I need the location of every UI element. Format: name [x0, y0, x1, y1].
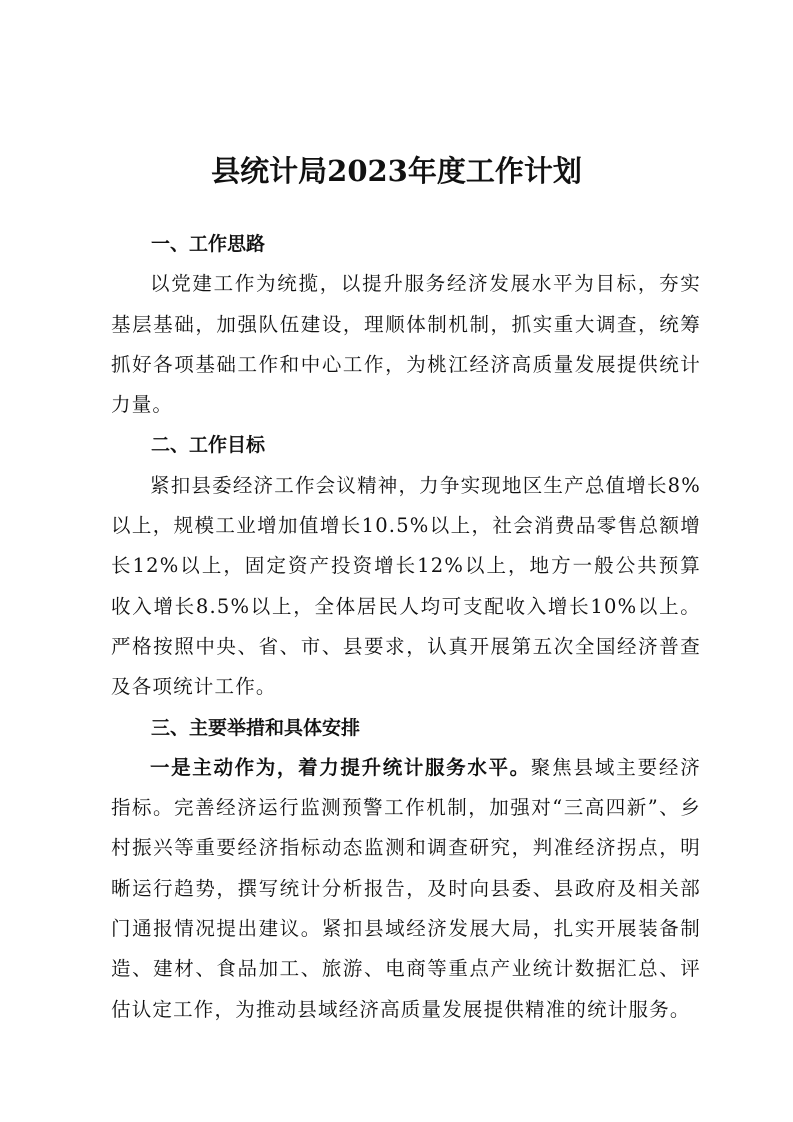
section-heading-work-goals: 二、工作目标	[151, 434, 266, 457]
section-paragraph-work-approach: 以党建工作为统揽，以提升服务经济发展水平为目标，夯实基层基础，加强队伍建设，理顺体制机制，抓实重大调查，统筹抓好各项基础工作和中心工作，为桃江经济高质量发展提供统计力量。	[111, 272, 701, 417]
document-title: 县统计局2023年度工作计划	[211, 154, 582, 189]
section-paragraph-main-measures	[111, 748, 701, 1030]
document-body	[111, 224, 701, 1030]
section-paragraph-work-goals: 紧扣县委经济工作会议精神，力争实现地区生产总值增长8%以上，规模工业增加值增长10.5%以上，社会消费品零售总额增长12%以上，固定资产投资增长12%以上，地方一般公共预算收入增长8.5%以上，全体居民人均可支配收入增长10%以上。严格按照中央、省、市、县要求，认真开展第五次全国经济普查及各项统计工作。	[111, 473, 701, 699]
section-heading-main-measures: 三、主要举措和具体安排	[151, 716, 361, 739]
measure-body-text: 聚焦县域主要经济指标。完善经济运行监测预警工作机制，加强对“三高四新”、乡村振兴等重要经济指标动态监测和调查研究，判准经济拐点，明晰运行趋势，撰写统计分析报告，及时向县委、县政府及相关部门通报情况提出建议。紧扣县域经济发展大局，扎实开展装备制造、建材、食品加工、旅游、电商等重点产业统计数据汇总、评估认定工作，为推动县域经济高质量发展提供精准的统计服务。	[111, 755, 701, 1021]
section-heading-work-approach: 一、工作思路	[151, 233, 266, 255]
measure-lead-sentence: 一是主动作为，着力提升统计服务水平。	[150, 755, 531, 779]
